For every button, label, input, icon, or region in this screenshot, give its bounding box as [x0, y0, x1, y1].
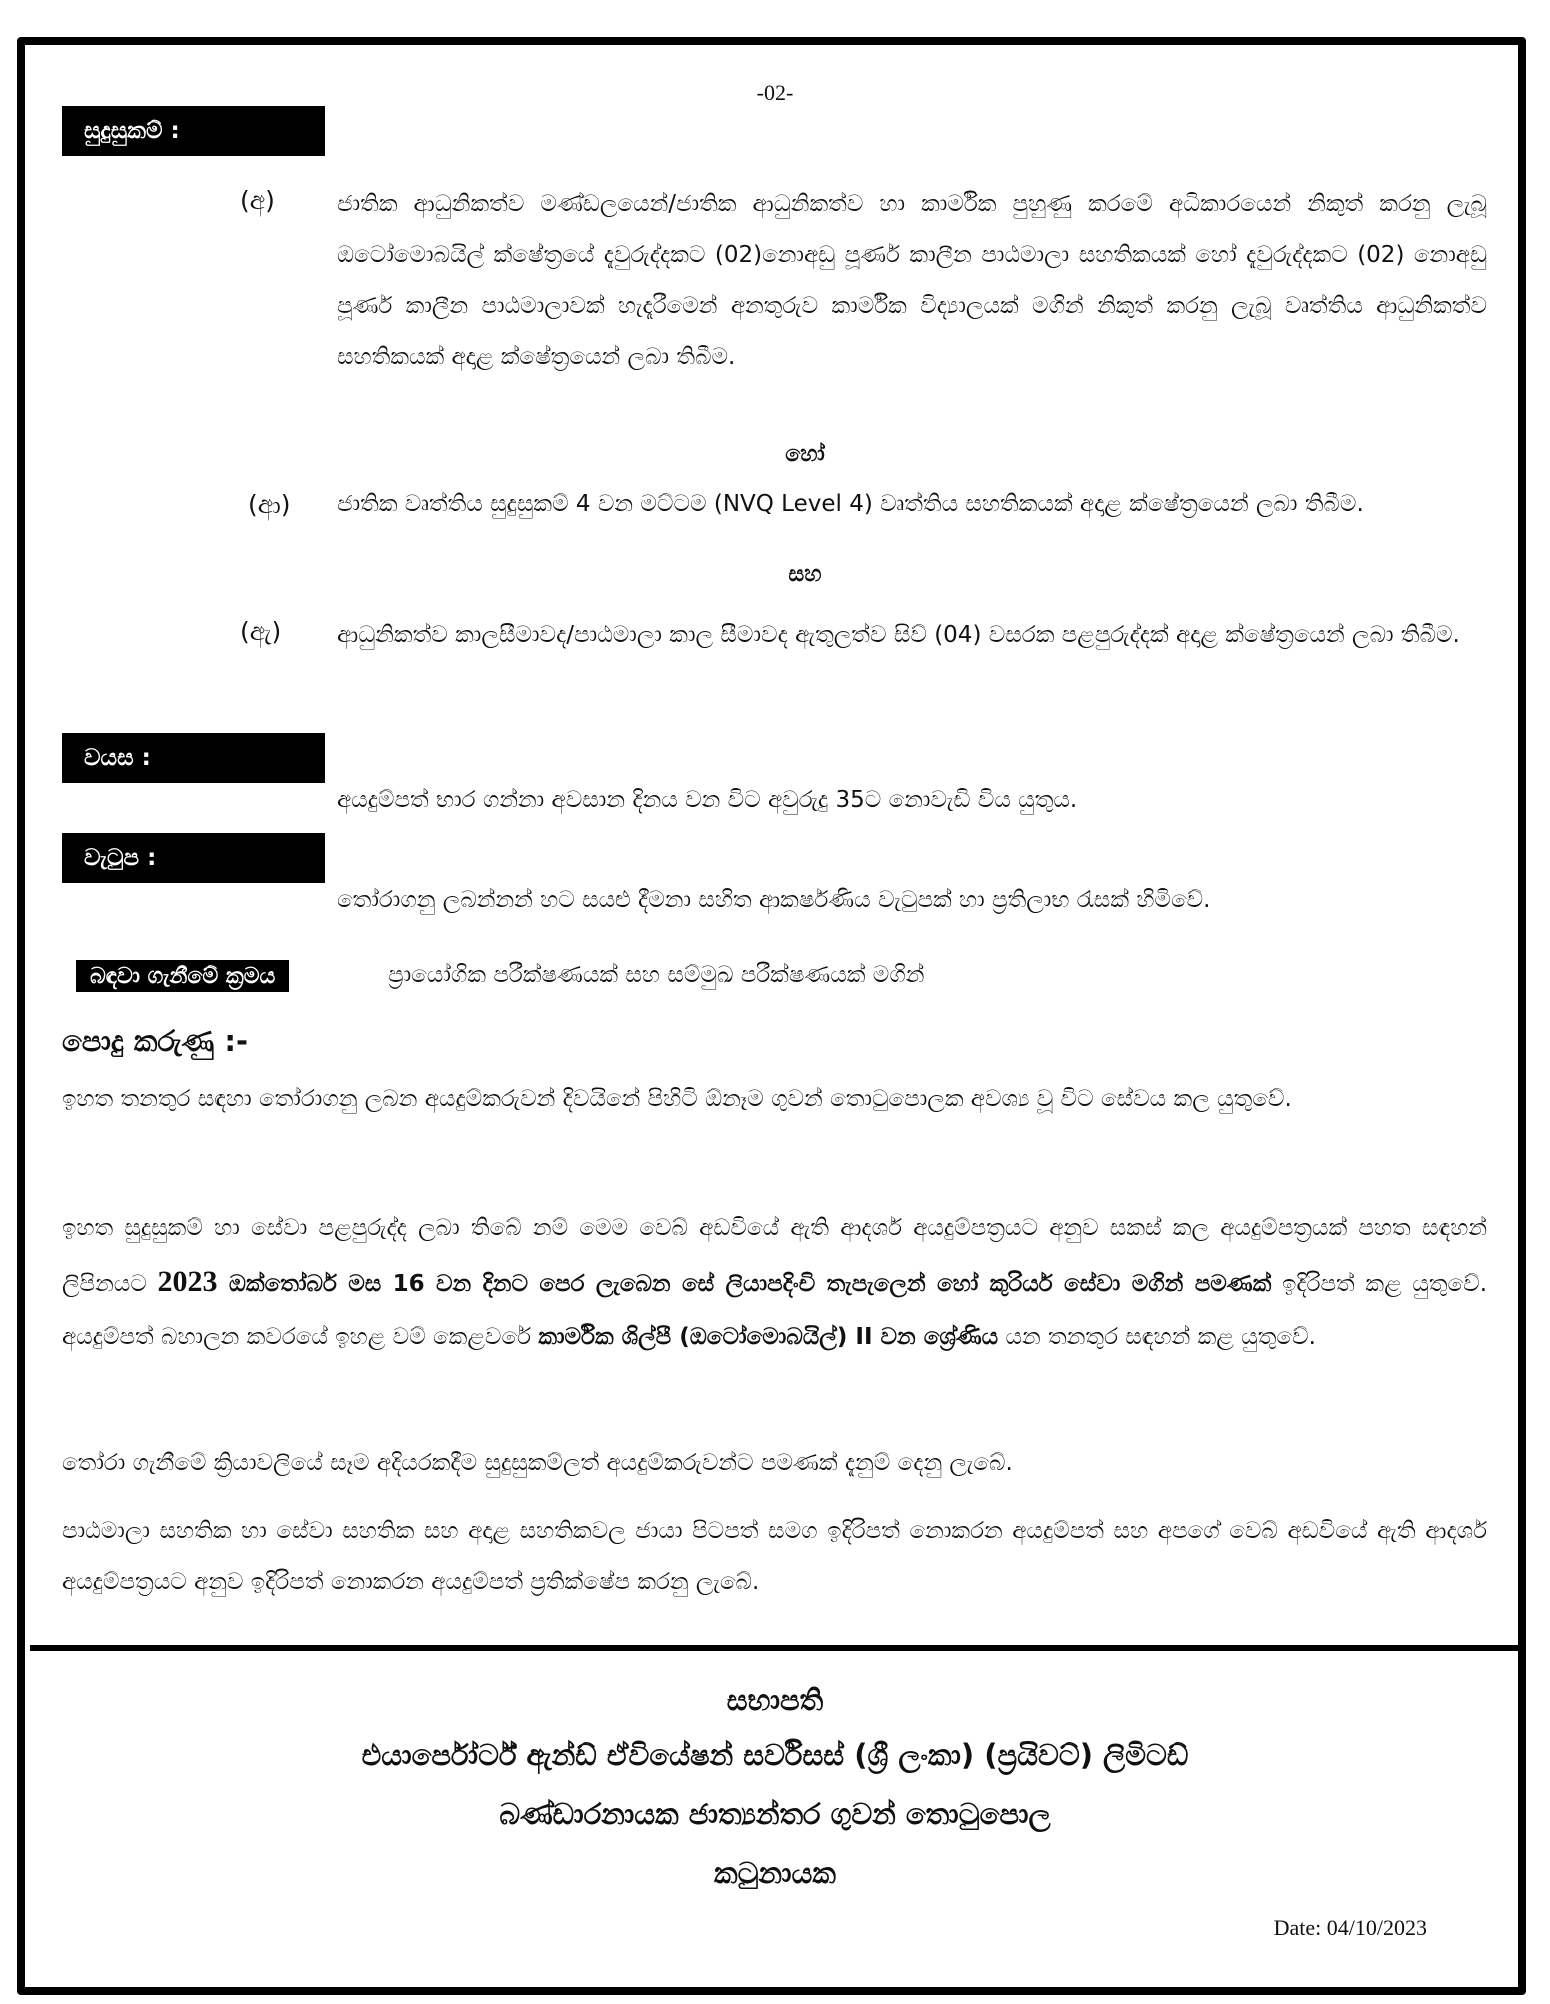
and-word: සහ — [788, 562, 822, 587]
general-paragraph-3: තෝරා ගැනීමේ ක්‍රියාවලියේ සෑම අදියරකදීම සුදුසුකම්ලත් අයදුම්කරුවන්ට පමණක් දැනුම් දෙනු ලැබේ. — [62, 1450, 1013, 1476]
general-paragraph-4: පාඨමාලා සහතික හා සේවා සහතික සහ අදාළ සහතිකවල ජායා පිටපත් සමග ඉදිරිපත් නොකරන අයදුම්පත් සහ අපගේ වෙබ් අඩවියේ ඇති ආදර්ශ අයදුම්පත්‍රයට අනුව ඉදිරිපත් නොකරන අයදුම්පත් ප්‍රතික්ෂේප කරනු ලැබේ. — [62, 1518, 1487, 1595]
item-aa-text: ජාතික වෘත්තිය සුදුසුකම් 4 වන මට්ටම (NVQ Level 4) වෘත්තිය සහතිකයක් අදාළ ක්ෂේත්‍රයෙන් ලබා තිබීම. — [337, 491, 1364, 517]
or-word: හෝ — [785, 442, 825, 467]
location-name: කටුනායක — [714, 1856, 836, 1890]
deadline-date: ඔක්තෝබර් මස 16 වන දිනට — [217, 1271, 528, 1297]
item-a-marker: (අ) — [240, 186, 275, 215]
salary-text: තෝරාගනු ලබන්නන් හට සයළු දීමනා සහිත ආකර්ෂණිය වැටුපක් හා ප්‍රතිලාභ රැසක් හිමිවේ. — [337, 887, 1211, 913]
signatory-title: සභාපති — [726, 1683, 824, 1717]
post-title: කාර්මික ශිල්පී (ඔටෝමොබයිල්) — [538, 1324, 848, 1350]
recruitment-method-label: බඳවා ගැනීමේ ක්‍රමය — [76, 960, 289, 992]
page-number: -02- — [756, 80, 794, 105]
item-a-text: ජාතික ආධුනිකත්ව මණ්ඩලයෙන්/ජාතික ආධුනිකත්ව හා කාර්මික පුහුණු කරමේ අධිකාරයෙන් නිකුත් කරනු ලැබූ ඔටෝමොබයිල් ක්ෂේත්‍රයේ දැවුරුද්දකට (02)නොඅඩු පූර්ණ කාලීන පාඨමාලා සහතිකයක් හෝ දැවුරුද්දකට (02) නොඅඩු පූර්ණ කාලීන පාඨමාලාවක් හැදෑරීමෙන් අනතුරුව කාර්මික විද්‍යාලයක් මගින් නිකුත් කරනු ලැබූ වෘත්තිය ආධුනිකත්ව සහතිකයක් අදාළ ක්ෂේත්‍රයෙන් ලබා තිබීම. — [337, 191, 1487, 370]
p2-start: ඉහත සුදුසුකම් හා සේවා පළපුරුද්ද ලබා තිබේ නම් මෙම වෙබ් අඩවියේ ඇති ආදර්ශ අයදුම්පත්‍රයට අනුව සකස් කල අයදුම්පත්‍රයක් පහත සඳහන් ලිපිනයට — [62, 1215, 1487, 1297]
company-name: එයාර්පෝර්ට් ඇන්ඩ් ඒවියේෂන් සර්විසස් (ශ්‍රී ලංකා) (ප්‍රයිවට්) ලිමිටඩ් — [361, 1738, 1189, 1772]
document-date: Date: 04/10/2023 — [1273, 1915, 1427, 1940]
general-heading: පොදු කරුණු :- — [62, 1024, 248, 1058]
airport-name: බණ්ඩාරනායක ජාත්‍යන්තර ගුවන් තොටුපොල — [499, 1797, 1051, 1831]
p2-post-method: පෙර ලැබෙන සේ ලියාපදිංචි තැපැලෙන් හෝ කුරියර් සේවා මගින් පමණක් — [528, 1271, 1272, 1297]
item-aa-marker: (ආ) — [248, 490, 291, 519]
deadline-year: 2023 — [157, 1265, 218, 1298]
footer-divider — [30, 1645, 1520, 1651]
item-ae-marker: (ඇ) — [240, 617, 282, 646]
general-paragraph-1: ඉහත තනතුර සඳහා තෝරාගනු ලබන අයදුම්කරුවන් දිවයිනේ පිහිටි ඕනෑම ගුවන් තොටුපොලක අවශ්‍ය වූ විට සේවය කල යුතුවේ. — [62, 1086, 1292, 1112]
general-paragraph-2 — [62, 1202, 1487, 1364]
post-grade: II වන ශ්‍රේණිය — [847, 1324, 999, 1350]
qualifications-label: සුදුසුකම් : — [62, 106, 325, 156]
age-text: අයදුම්පත් භාර ගන්නා අවසාන දිනය වන විට අවුරුදු 35ට නොවැඩි විය යුතුය. — [337, 787, 1078, 813]
age-label: වයස : — [62, 733, 325, 783]
p2-end: යන තනතුර සඳහන් කළ යුතුවේ. — [998, 1324, 1316, 1350]
recruitment-method-text: ප්‍රායෝගික පරීක්ෂණයක් සහ සම්මුඛ පරීක්ෂණයක් මගින් — [388, 962, 925, 988]
item-ae-text: ආධුනිකත්ව කාලසීමාවද/පාඨමාලා කාල සීමාවද ඇතුලත්ව සිව් (04) වසරක පළපුරුද්දක් අදාළ ක්ෂේත්‍රයෙන් ලබා තිබීම. — [337, 622, 1460, 648]
salary-label: වැටුප : — [62, 833, 325, 883]
p2-after: ඉදිරිපත් කළ යුතුවේ. අයදුම්පත් බහාලන කවරයේ ඉහළ වම් කෙළවරේ — [62, 1271, 1488, 1350]
